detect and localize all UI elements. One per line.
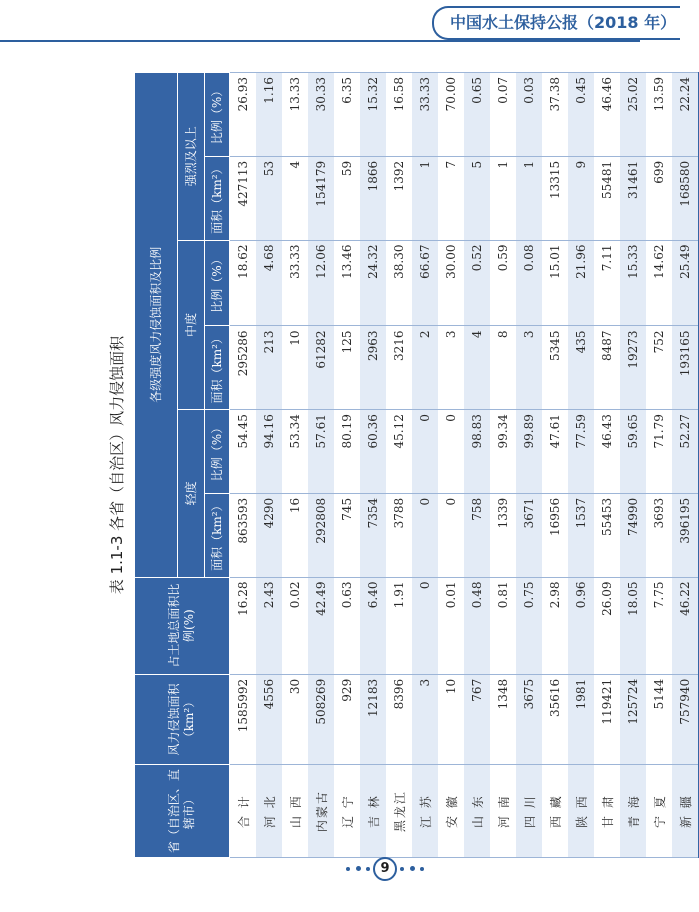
cell-erosion-area: 1585992	[230, 674, 257, 764]
cell-erosion-area: 8396	[386, 674, 412, 764]
cell-moderate-area: 3216	[386, 326, 412, 410]
cell-land-ratio: 0.02	[282, 577, 308, 674]
table-row	[412, 73, 438, 858]
cell-moderate-area: 19273	[620, 326, 646, 410]
cell-moderate-area: 61282	[308, 326, 334, 410]
cell-land-ratio: 0.81	[490, 577, 516, 674]
cell-moderate-ratio: 4.68	[256, 240, 282, 326]
cell-moderate-ratio: 21.96	[568, 240, 594, 326]
cell-province: 山 东	[464, 765, 490, 858]
cell-province: 河 北	[256, 765, 282, 858]
cell-land-ratio: 16.28	[230, 577, 257, 674]
cell-light-area: 758	[464, 493, 490, 577]
cell-erosion-area: 508269	[308, 674, 334, 764]
cell-strong-ratio: 22.24	[672, 73, 699, 157]
wind-erosion-table	[134, 72, 699, 858]
cell-province: 山 西	[282, 765, 308, 858]
cell-strong-ratio: 0.07	[490, 73, 516, 157]
cell-strong-ratio: 0.65	[464, 73, 490, 157]
cell-strong-ratio: 70.00	[438, 73, 464, 157]
cell-moderate-ratio: 15.33	[620, 240, 646, 326]
cell-light-ratio: 57.61	[308, 410, 334, 494]
cell-moderate-area: 193165	[672, 326, 699, 410]
cell-province: 合 计	[230, 765, 257, 858]
table-row	[672, 73, 699, 858]
cell-strong-ratio: 25.02	[620, 73, 646, 157]
cell-moderate-area: 752	[646, 326, 672, 410]
table-row	[308, 73, 334, 858]
cell-erosion-area: 757940	[672, 674, 699, 764]
header-strong: 强烈及以上	[178, 73, 205, 241]
cell-moderate-ratio: 7.11	[594, 240, 620, 326]
cell-land-ratio: 46.22	[672, 577, 699, 674]
table-row	[230, 73, 257, 858]
cell-moderate-area: 8487	[594, 326, 620, 410]
cell-light-area: 3788	[386, 493, 412, 577]
page-number: 9	[373, 857, 397, 881]
cell-strong-area: 59	[334, 156, 360, 240]
cell-moderate-ratio: 30.00	[438, 240, 464, 326]
cell-moderate-area: 8	[490, 326, 516, 410]
header-strong-area: 面积（km²）	[205, 156, 230, 240]
cell-erosion-area: 12183	[360, 674, 386, 764]
cell-erosion-area: 3	[412, 674, 438, 764]
cell-moderate-ratio: 13.46	[334, 240, 360, 326]
table-row	[568, 73, 594, 858]
header-light-ratio: 比例（%）	[205, 410, 230, 494]
cell-light-area: 745	[334, 493, 360, 577]
cell-moderate-area: 435	[568, 326, 594, 410]
cell-strong-ratio: 37.38	[542, 73, 568, 157]
table-row	[490, 73, 516, 858]
cell-land-ratio: 0.01	[438, 577, 464, 674]
cell-land-ratio: 2.43	[256, 577, 282, 674]
cell-province: 黑龙江	[386, 765, 412, 858]
cell-erosion-area: 119421	[594, 674, 620, 764]
cell-erosion-area: 767	[464, 674, 490, 764]
cell-strong-ratio: 1.16	[256, 73, 282, 157]
cell-moderate-ratio: 14.62	[646, 240, 672, 326]
cell-strong-ratio: 0.03	[516, 73, 542, 157]
cell-moderate-ratio: 38.30	[386, 240, 412, 326]
cell-land-ratio: 0.96	[568, 577, 594, 674]
cell-strong-area: 1	[412, 156, 438, 240]
cell-strong-ratio: 33.33	[412, 73, 438, 157]
cell-province: 河 南	[490, 765, 516, 858]
cell-light-area: 16956	[542, 493, 568, 577]
table-row	[256, 73, 282, 858]
table-row	[334, 73, 360, 858]
cell-light-area: 55453	[594, 493, 620, 577]
cell-light-area: 0	[412, 493, 438, 577]
cell-moderate-area: 295286	[230, 326, 257, 410]
cell-province: 内蒙古	[308, 765, 334, 858]
table-row	[282, 73, 308, 858]
cell-strong-area: 13315	[542, 156, 568, 240]
table-row	[646, 73, 672, 858]
cell-land-ratio: 0.48	[464, 577, 490, 674]
cell-light-area: 0	[438, 493, 464, 577]
header-land-ratio: 占土地总面积比例(%)	[135, 577, 230, 674]
cell-moderate-area: 4	[464, 326, 490, 410]
cell-strong-ratio: 46.46	[594, 73, 620, 157]
table-body	[230, 73, 699, 858]
cell-erosion-area: 30	[282, 674, 308, 764]
header-erosion-area: 风力侵蚀面积（km²）	[135, 674, 230, 764]
cell-strong-area: 4	[282, 156, 308, 240]
cell-light-ratio: 59.65	[620, 410, 646, 494]
cell-land-ratio: 6.40	[360, 577, 386, 674]
cell-land-ratio: 1.91	[386, 577, 412, 674]
cell-province: 陕 西	[568, 765, 594, 858]
cell-land-ratio: 0.75	[516, 577, 542, 674]
cell-province: 辽 宁	[334, 765, 360, 858]
cell-province: 四 川	[516, 765, 542, 858]
cell-strong-area: 1	[516, 156, 542, 240]
cell-strong-area: 1392	[386, 156, 412, 240]
cell-moderate-ratio: 0.59	[490, 240, 516, 326]
cell-land-ratio: 26.09	[594, 577, 620, 674]
header-moderate-area: 面积（km²）	[205, 326, 230, 410]
cell-light-area: 74990	[620, 493, 646, 577]
cell-strong-area: 168580	[672, 156, 699, 240]
cell-moderate-area: 3	[438, 326, 464, 410]
cell-light-ratio: 52.27	[672, 410, 699, 494]
table-row	[386, 73, 412, 858]
cell-province: 西 藏	[542, 765, 568, 858]
cell-moderate-area: 5345	[542, 326, 568, 410]
cell-province: 甘 肃	[594, 765, 620, 858]
table-row	[542, 73, 568, 858]
cell-strong-area: 7	[438, 156, 464, 240]
cell-light-ratio: 47.61	[542, 410, 568, 494]
cell-light-ratio: 0	[438, 410, 464, 494]
header-light: 轻度	[178, 410, 205, 577]
cell-strong-ratio: 0.45	[568, 73, 594, 157]
cell-erosion-area: 10	[438, 674, 464, 764]
cell-strong-area: 9	[568, 156, 594, 240]
cell-land-ratio: 2.98	[542, 577, 568, 674]
cell-strong-area: 1866	[360, 156, 386, 240]
cell-light-area: 3671	[516, 493, 542, 577]
cell-moderate-ratio: 0.08	[516, 240, 542, 326]
cell-light-area: 292808	[308, 493, 334, 577]
cell-light-area: 4290	[256, 493, 282, 577]
header-province: 省（自治区、直辖市）	[135, 765, 230, 858]
cell-light-ratio: 80.19	[334, 410, 360, 494]
cell-erosion-area: 1981	[568, 674, 594, 764]
cell-moderate-area: 213	[256, 326, 282, 410]
header-moderate: 中度	[178, 240, 205, 410]
report-title: 中国水土保持公报（2018 年）	[450, 13, 677, 32]
cell-moderate-area: 3	[516, 326, 542, 410]
cell-erosion-area: 3675	[516, 674, 542, 764]
cell-province: 青 海	[620, 765, 646, 858]
rotated-table-block	[100, 72, 699, 858]
header-grade-group: 各级强度风力侵蚀面积及比例	[135, 73, 178, 578]
cell-erosion-area: 929	[334, 674, 360, 764]
cell-land-ratio: 42.49	[308, 577, 334, 674]
cell-light-area: 16	[282, 493, 308, 577]
cell-light-area: 1339	[490, 493, 516, 577]
cell-light-ratio: 60.36	[360, 410, 386, 494]
cell-moderate-ratio: 18.62	[230, 240, 257, 326]
cell-light-ratio: 45.12	[386, 410, 412, 494]
cell-moderate-ratio: 15.01	[542, 240, 568, 326]
cell-land-ratio: 18.05	[620, 577, 646, 674]
cell-strong-ratio: 13.59	[646, 73, 672, 157]
cell-light-ratio: 46.43	[594, 410, 620, 494]
cell-province: 新 疆	[672, 765, 699, 858]
cell-moderate-area: 10	[282, 326, 308, 410]
cell-erosion-area: 35616	[542, 674, 568, 764]
cell-strong-ratio: 15.32	[360, 73, 386, 157]
cell-moderate-area: 2	[412, 326, 438, 410]
cell-land-ratio: 7.75	[646, 577, 672, 674]
cell-erosion-area: 1348	[490, 674, 516, 764]
cell-province: 吉 林	[360, 765, 386, 858]
cell-light-ratio: 0	[412, 410, 438, 494]
cell-light-ratio: 53.34	[282, 410, 308, 494]
cell-light-ratio: 54.45	[230, 410, 257, 494]
cell-land-ratio: 0.63	[334, 577, 360, 674]
cell-strong-ratio: 13.33	[282, 73, 308, 157]
cell-light-area: 1537	[568, 493, 594, 577]
table-row	[620, 73, 646, 858]
table-row	[464, 73, 490, 858]
cell-strong-area: 154179	[308, 156, 334, 240]
cell-strong-area: 1	[490, 156, 516, 240]
cell-light-ratio: 99.34	[490, 410, 516, 494]
cell-light-ratio: 98.83	[464, 410, 490, 494]
header-light-area: 面积（km²）	[205, 493, 230, 577]
cell-strong-ratio: 6.35	[334, 73, 360, 157]
cell-light-area: 396195	[672, 493, 699, 577]
cell-province: 宁 夏	[646, 765, 672, 858]
cell-strong-ratio: 26.93	[230, 73, 257, 157]
table-row	[516, 73, 542, 858]
cell-strong-area: 55481	[594, 156, 620, 240]
cell-strong-ratio: 30.33	[308, 73, 334, 157]
cell-strong-area: 53	[256, 156, 282, 240]
header-rule	[0, 40, 640, 42]
cell-erosion-area: 4556	[256, 674, 282, 764]
cell-light-area: 7354	[360, 493, 386, 577]
cell-light-ratio: 77.59	[568, 410, 594, 494]
cell-light-ratio: 99.89	[516, 410, 542, 494]
cell-moderate-ratio: 24.32	[360, 240, 386, 326]
cell-strong-area: 427113	[230, 156, 257, 240]
cell-province: 江 苏	[412, 765, 438, 858]
cell-moderate-ratio: 66.67	[412, 240, 438, 326]
cell-light-ratio: 71.79	[646, 410, 672, 494]
cell-strong-area: 5	[464, 156, 490, 240]
cell-light-area: 3693	[646, 493, 672, 577]
table-row	[360, 73, 386, 858]
cell-strong-area: 699	[646, 156, 672, 240]
table-caption: 表 1.1-3 各省（自治区）风力侵蚀面积	[108, 335, 126, 595]
cell-erosion-area: 125724	[620, 674, 646, 764]
cell-strong-area: 31461	[620, 156, 646, 240]
cell-land-ratio: 0	[412, 577, 438, 674]
table-row	[594, 73, 620, 858]
cell-moderate-ratio: 12.06	[308, 240, 334, 326]
cell-strong-ratio: 16.58	[386, 73, 412, 157]
cell-province: 安 徽	[438, 765, 464, 858]
header-strong-ratio: 比例（%）	[205, 73, 230, 157]
cell-light-area: 863593	[230, 493, 257, 577]
cell-moderate-area: 2963	[360, 326, 386, 410]
cell-erosion-area: 5144	[646, 674, 672, 764]
cell-light-ratio: 94.16	[256, 410, 282, 494]
cell-moderate-ratio: 0.52	[464, 240, 490, 326]
cell-moderate-ratio: 33.33	[282, 240, 308, 326]
cell-moderate-ratio: 25.49	[672, 240, 699, 326]
header-moderate-ratio: 比例（%）	[205, 240, 230, 326]
table-row	[438, 73, 464, 858]
cell-moderate-area: 125	[334, 326, 360, 410]
